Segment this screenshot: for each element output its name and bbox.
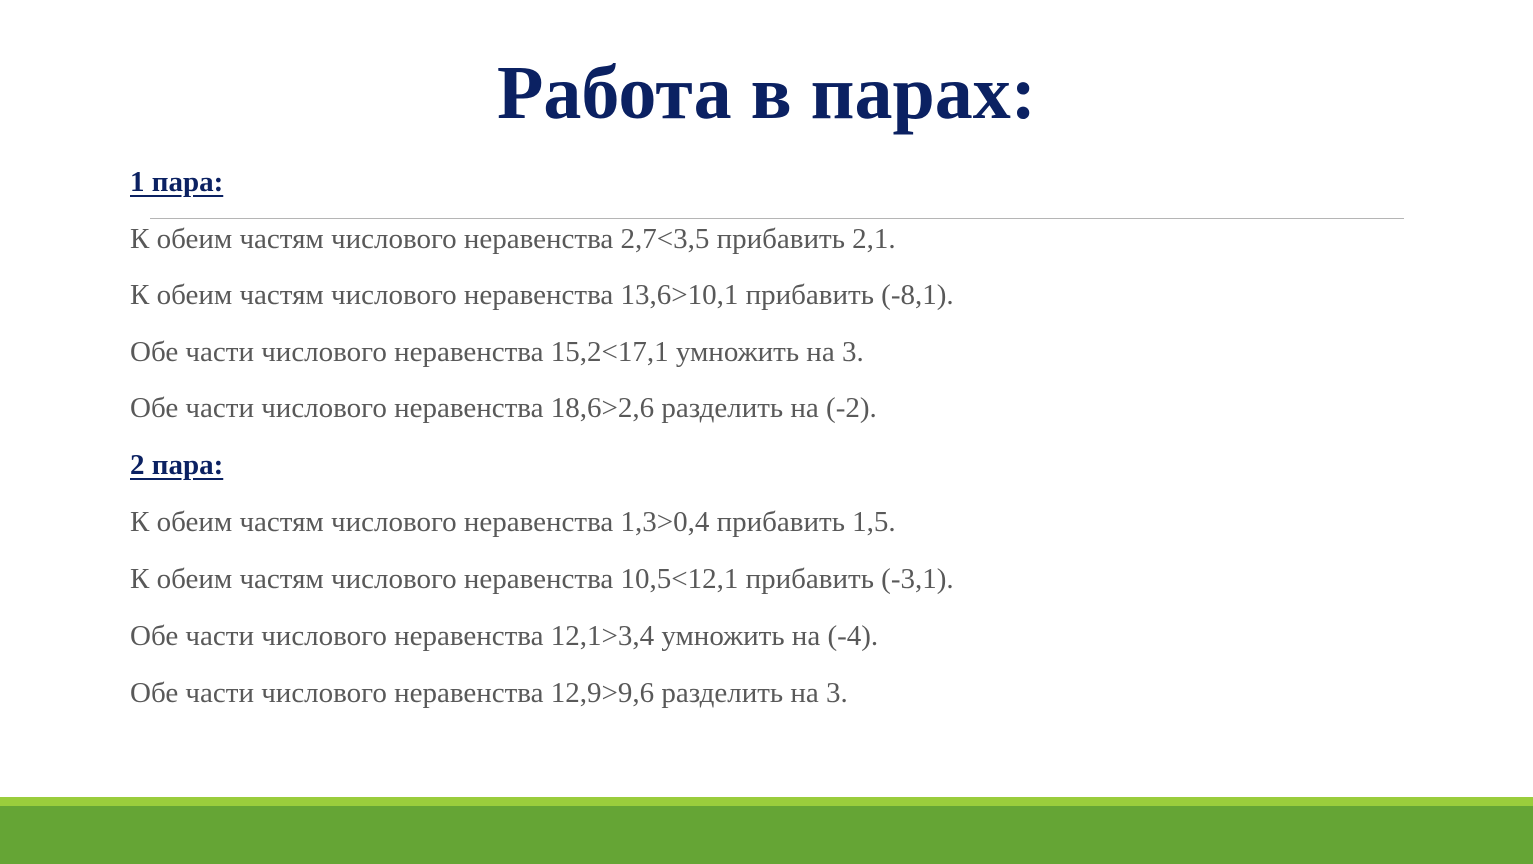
pair-2-heading: 2 пара:: [130, 449, 224, 481]
pair-1-heading: 1 пара:: [130, 166, 224, 198]
slide-title: Работа в парах:: [496, 51, 1037, 135]
pair-1-task-2: К обеим частям числового неравенства 13,6>10,1 прибавить (-8,1).: [130, 279, 954, 311]
pair-2-task-2: К обеим частям числового неравенства 10,5<12,1 прибавить (-3,1).: [130, 563, 954, 595]
pair-2-task-4: Обе части числового неравенства 12,9>9,6 разделить на 3.: [130, 677, 848, 709]
footer-accent-stripe: [0, 797, 1533, 806]
pair-1-task-3: Обе части числового неравенства 15,2<17,1 умножить на 3.: [130, 336, 864, 368]
pair-1-task-4: Обе части числового неравенства 18,6>2,6 разделить на (-2).: [130, 392, 877, 424]
footer-band: [0, 806, 1533, 864]
pair-2-task-3: Обе части числового неравенства 12,1>3,4 умножить на (-4).: [130, 620, 879, 652]
pair-2-task-1: К обеим частям числового неравенства 1,3>0,4 прибавить 1,5.: [130, 506, 896, 538]
divider-line: [150, 218, 1404, 219]
pair-1-task-1: К обеим частям числового неравенства 2,7<3,5 прибавить 2,1.: [130, 223, 896, 255]
